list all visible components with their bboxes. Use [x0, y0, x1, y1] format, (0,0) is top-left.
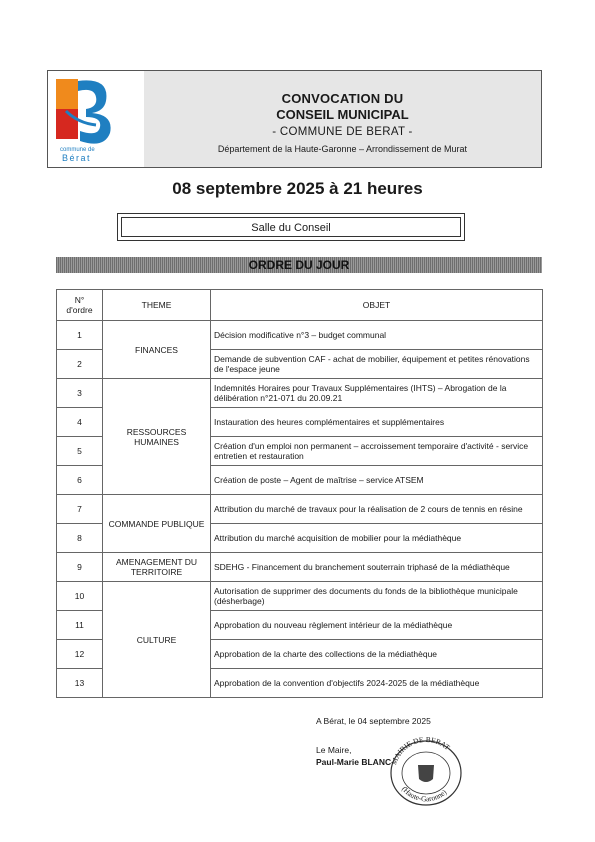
row-num: 12	[57, 640, 103, 669]
row-object: Décision modificative n°3 – budget communal	[211, 321, 543, 350]
mayor-role: Le Maire,	[316, 745, 352, 755]
col-header-num: N° d'ordre	[57, 290, 103, 321]
place-date: A Bérat, le 04 septembre 2025	[316, 716, 431, 726]
row-num: 5	[57, 437, 103, 466]
table-row	[57, 321, 543, 350]
header-title-cell	[144, 71, 541, 167]
row-object: Demande de subvention CAF - achat de mobilier, équipement et petites rénovations de l'espace jeune	[211, 350, 543, 379]
theme-culture: CULTURE	[103, 582, 211, 698]
stamp-top-text: MAIRIE DE BERAT	[389, 735, 452, 766]
row-num: 10	[57, 582, 103, 611]
title-line-1: CONVOCATION DU	[281, 91, 404, 106]
table-row	[57, 379, 543, 408]
row-object: Instauration des heures complémentaires et supplémentaires	[211, 408, 543, 437]
svg-text:MAIRIE DE BERAT	[389, 735, 452, 766]
row-object: SDEHG - Financement du branchement souterrain triphasé de la médiathèque	[211, 553, 543, 582]
logo-text-1: commune de	[60, 147, 95, 153]
agenda-table	[56, 289, 543, 698]
commune-logo	[48, 71, 145, 167]
meeting-date: 08 septembre 2025 à 21 heures	[172, 179, 423, 198]
logo-graphic	[48, 71, 144, 167]
row-object: Création d'un emploi non permanent – accroissement temporaire d'activité - service entretien et restauration	[211, 437, 543, 466]
row-object: Indemnités Horaires pour Travaux Supplémentaires (IHTS) – Abrogation de la délibération n°21-071 du 20.09.21	[211, 379, 543, 408]
row-object: Création de poste – Agent de maîtrise – service ATSEM	[211, 466, 543, 495]
municipal-stamp	[385, 735, 467, 807]
location-label: Salle du Conseil	[121, 217, 461, 237]
department-line: Département de la Haute-Garonne – Arrondissement de Murat	[217, 144, 468, 154]
row-num: 7	[57, 495, 103, 524]
row-num: 6	[57, 466, 103, 495]
row-num: 3	[57, 379, 103, 408]
row-num: 2	[57, 350, 103, 379]
header-box	[47, 70, 542, 168]
row-object: Approbation du nouveau règlement intérieur de la médiathèque	[211, 611, 543, 640]
mayor-name: Paul-Marie BLANC	[316, 757, 392, 767]
table-row	[57, 495, 543, 524]
table-row	[57, 582, 543, 611]
section-title: ORDRE DU JOUR	[56, 257, 542, 273]
theme-commande: COMMANDE PUBLIQUE	[103, 495, 211, 553]
row-num: 9	[57, 553, 103, 582]
logo-text-2: Bérat	[62, 153, 92, 163]
commune-name: - COMMUNE DE BERAT -	[272, 126, 413, 138]
theme-finances: FINANCES	[103, 321, 211, 379]
row-num: 11	[57, 611, 103, 640]
row-num: 8	[57, 524, 103, 553]
col-header-theme: THEME	[103, 290, 211, 321]
row-object: Approbation de la convention d'objectifs 2024-2025 de la médiathèque	[211, 669, 543, 698]
col-header-object: OBJET	[211, 290, 543, 321]
row-object: Approbation de la charte des collections de la médiathèque	[211, 640, 543, 669]
stamp-graphic	[385, 735, 467, 807]
row-object: Attribution du marché acquisition de mobilier pour la médiathèque	[211, 524, 543, 553]
title-line-2: CONSEIL MUNICIPAL	[276, 107, 409, 122]
row-num: 13	[57, 669, 103, 698]
stamp-bottom-text: (Haute-Garonne)	[400, 784, 449, 804]
theme-rh: RESSOURCES HUMAINES	[103, 379, 211, 495]
location-box	[117, 213, 465, 241]
row-num: 1	[57, 321, 103, 350]
table-header-row	[57, 290, 543, 321]
row-num: 4	[57, 408, 103, 437]
row-object: Attribution du marché de travaux pour la réalisation de 2 cours de tennis en résine	[211, 495, 543, 524]
theme-amenagement: AMENAGEMENT DU TERRITOIRE	[103, 553, 211, 582]
table-row	[57, 553, 543, 582]
row-object: Autorisation de supprimer des documents du fonds de la bibliothèque municipale (désherbage)	[211, 582, 543, 611]
